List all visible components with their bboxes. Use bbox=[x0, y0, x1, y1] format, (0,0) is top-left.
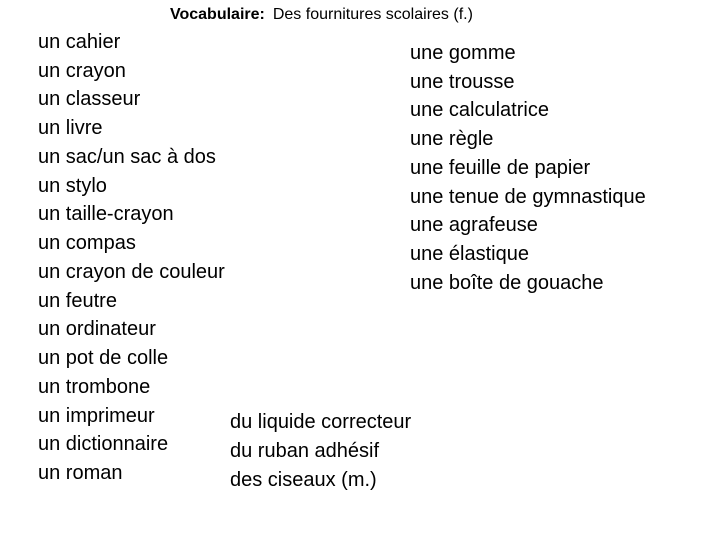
masculine-item: un crayon de couleur bbox=[38, 261, 225, 283]
feminine-item: une agrafeuse bbox=[410, 214, 538, 236]
masculine-item: un pot de colle bbox=[38, 347, 169, 369]
masculine-item: un trombone bbox=[38, 376, 151, 398]
other-item: du liquide correcteur bbox=[230, 411, 412, 433]
masculine-item: un compas bbox=[38, 232, 136, 254]
masculine-item: un ordinateur bbox=[38, 318, 156, 340]
feminine-item: une feuille de papier bbox=[410, 157, 591, 179]
masculine-item: un cahier bbox=[38, 31, 121, 53]
feminine-item: une règle bbox=[410, 128, 494, 150]
masculine-item: un taille-crayon bbox=[38, 203, 174, 225]
page-title bbox=[170, 6, 473, 24]
title-label: Vocabulaire: bbox=[170, 6, 265, 23]
feminine-item: une élastique bbox=[410, 243, 529, 265]
other-item: des ciseaux (m.) bbox=[230, 469, 377, 491]
other-item: du ruban adhésif bbox=[230, 440, 380, 462]
feminine-item: une tenue de gymnastique bbox=[410, 186, 646, 208]
masculine-item: un classeur bbox=[38, 88, 141, 110]
feminine-item: une calculatrice bbox=[410, 99, 549, 121]
feminine-item: une trousse bbox=[410, 71, 515, 93]
masculine-item: un feutre bbox=[38, 290, 117, 312]
masculine-item: un livre bbox=[38, 117, 103, 139]
feminine-item: une gomme bbox=[410, 42, 516, 64]
masculine-item: un crayon bbox=[38, 60, 126, 82]
title-text: Des fournitures scolaires (f.) bbox=[272, 6, 473, 23]
masculine-item: un stylo bbox=[38, 175, 107, 197]
masculine-item: un sac/un sac à dos bbox=[38, 146, 216, 168]
feminine-item: une boîte de gouache bbox=[410, 272, 604, 294]
masculine-item: un imprimeur bbox=[38, 405, 155, 427]
masculine-item: un dictionnaire bbox=[38, 433, 169, 455]
masculine-item: un roman bbox=[38, 462, 123, 484]
